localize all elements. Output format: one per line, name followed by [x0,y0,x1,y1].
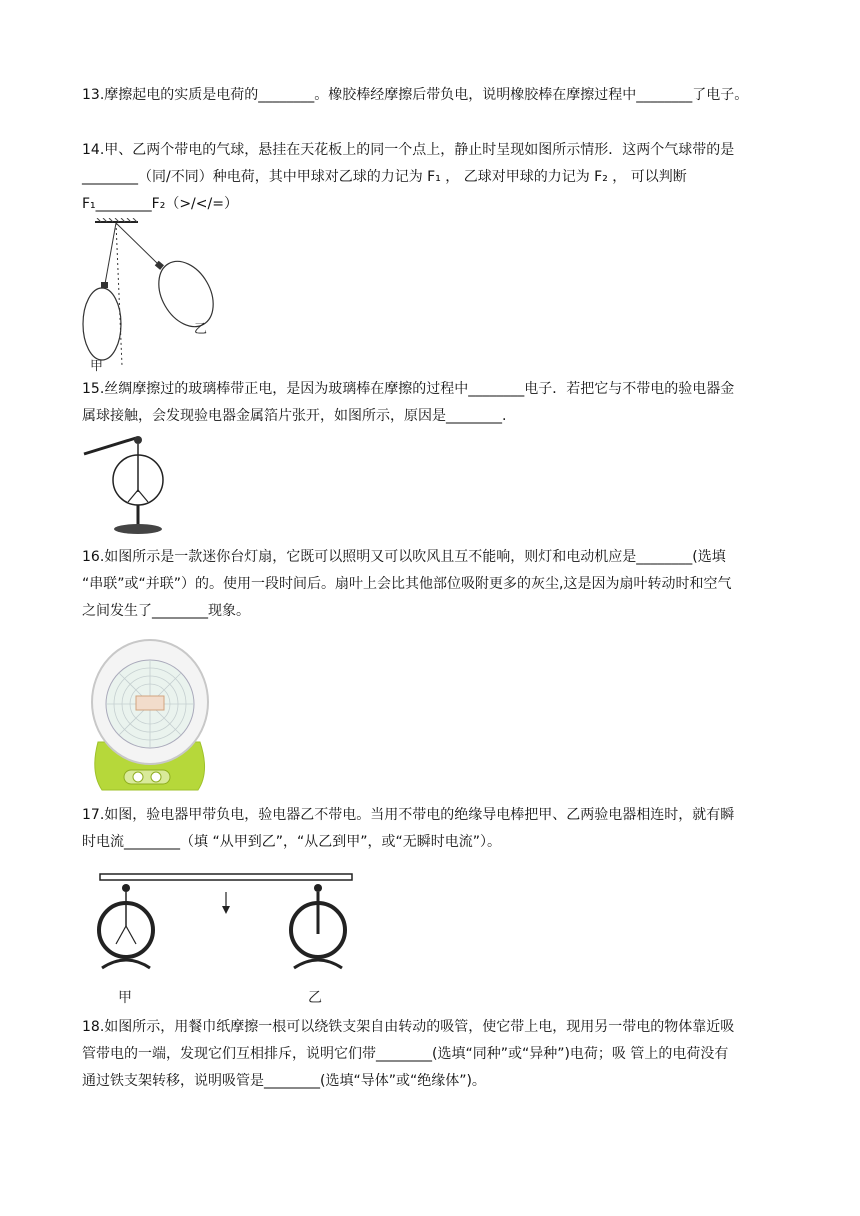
question-15-line-1: 15.丝绸摩擦过的玻璃棒带正电，是因为玻璃棒在摩擦的过程中________电子．若把它与不带电的验电器金 [82,381,735,397]
leaf-left [128,490,138,502]
string-yi [116,223,158,264]
question-14 [82,137,782,218]
yi-ball [314,884,322,892]
question-16-line-2: “串联”或“并联”）的。使用一段时间后。扇叶上会比其他部位吸附更多的灰尘,这是因为扇叶转动时和空气 [82,576,732,592]
knot-jia [101,282,108,288]
question-14-line-3: F₁________F₂（>/</=） [82,196,238,212]
question-18-line-1: 18.如图所示，用餐巾纸摩擦一根可以绕铁支架自由转动的吸管，使它带上电，现用另一带电的物体靠近吸 [82,1019,735,1035]
jia-leaf-left [116,926,126,944]
question-16 [82,544,782,625]
question-15 [82,376,782,430]
balloon-jia [83,288,121,360]
vertical-reference-line [116,223,122,366]
metal-ball [134,436,142,444]
question-17 [82,802,782,856]
label-yi: 乙 [194,322,208,337]
fan-button-right [151,772,161,782]
question-17-line-2: 时电流________（填 “从甲到乙”，“从乙到甲”，或“无瞬时电流”）。 [82,834,501,850]
question-18 [82,1014,782,1095]
question-17-line-1: 17.如图，验电器甲带负电，验电器乙不带电。当用不带电的绝缘导电棒把甲、乙两验电器相连时，就有瞬 [82,807,735,823]
arrow-head [222,906,230,914]
question-16-line-3: 之间发生了________现象。 [82,603,250,619]
question-14-line-2: ________（同/不同）种电荷，其中甲球对乙球的力记为 F₁ ， 乙球对甲球的力记为 F₂ ， 可以判断 [82,169,687,185]
label-jia-2: 甲 [118,990,132,1006]
fan-switch [124,770,170,784]
electroscope-rod-figure [82,434,192,538]
glass-rod [84,438,136,454]
question-14-line-1: 14.甲、乙两个带电的气球，悬挂在天花板上的同一个点上，静止时呈现如图所示情形．这两个气球带的是 [82,142,735,158]
question-15-line-2: 属球接触，会发现验电器金属箔片张开，如图所示，原因是________. [82,408,507,424]
question-16-line-1: 16.如图所示是一款迷你台灯扇，它既可以照明又可以吹风且互不能响，则灯和电动机应是________(选填 [82,549,726,565]
label-yi-2: 乙 [308,990,322,1006]
jia-base [102,960,150,968]
jia-leaf-right [126,926,136,944]
question-18-line-2: 管带电的一端，发现它们互相排斥，说明它们带________(选填“同种”或“异种”)电荷；吸 管上的电荷没有 [82,1046,729,1062]
question-18-line-3: 通过铁支架转移，说明吸管是________(选填“导体”或“绝缘体”)。 [82,1073,486,1089]
jia-ball [122,884,130,892]
question-13 [82,82,782,109]
fan-center-label [136,696,164,710]
two-electroscopes-figure [96,864,356,1008]
yi-base [294,960,342,968]
fan-button-left [133,772,143,782]
lamp-fan-photo [80,632,216,792]
leaf-right [138,490,148,502]
label-jia: 甲 [90,359,104,374]
question-13-line-1: 13.摩擦起电的实质是电荷的________。橡胶棒经摩擦后带负电，说明橡胶棒在摩擦过程中________了电子。 [82,87,749,103]
stand-base [114,524,162,534]
conducting-rod [100,874,352,880]
string-jia [105,223,116,284]
balloons-figure [80,218,220,378]
